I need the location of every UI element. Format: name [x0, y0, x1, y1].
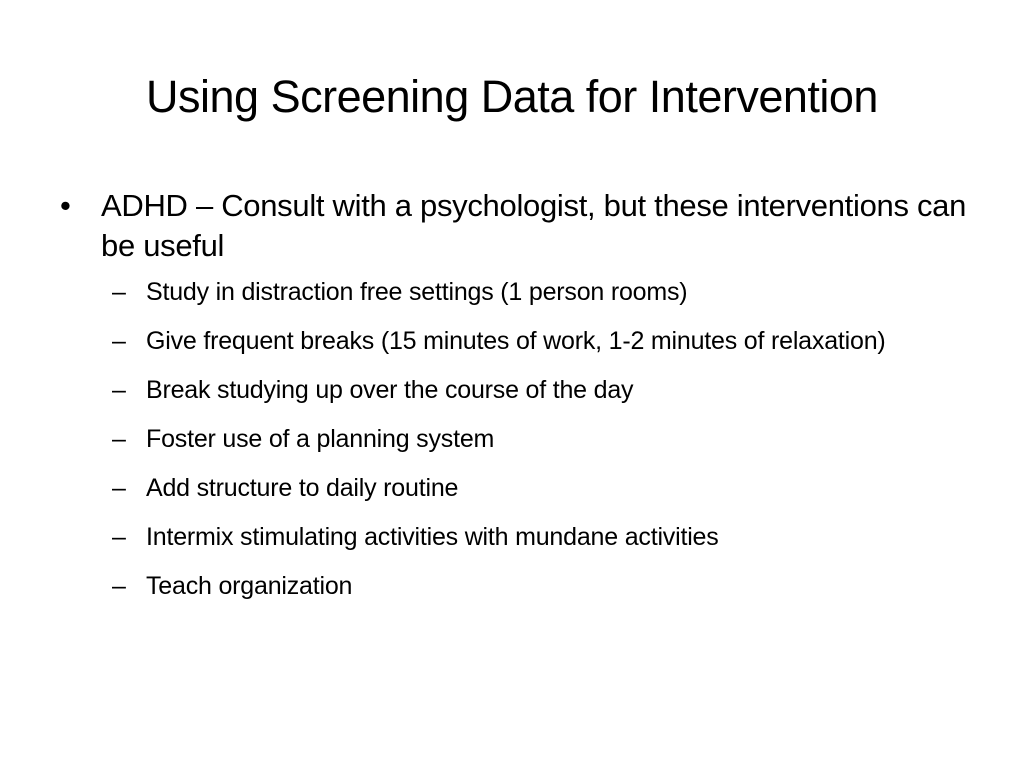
slide-body [60, 186, 980, 619]
sub-bullet [60, 521, 980, 554]
dash-icon: – [112, 327, 126, 355]
sub-bullet-text: Break studying up over the course of the day [146, 376, 634, 404]
sub-bullet [60, 276, 980, 309]
main-bullet-text: ADHD – Consult with a psychologist, but these interventions can be useful [101, 188, 967, 263]
bullet-dot-icon: • [60, 188, 71, 223]
dash-icon: – [112, 425, 126, 453]
dash-icon: – [112, 474, 126, 502]
main-bullet [60, 186, 980, 266]
sub-bullet [60, 423, 980, 456]
dash-icon: – [112, 523, 126, 551]
slide-title: Using Screening Data for Intervention [146, 71, 878, 122]
sub-bullet-text: Add structure to daily routine [146, 474, 459, 502]
dash-icon: – [112, 278, 126, 306]
dash-icon: – [112, 572, 126, 600]
sub-bullet-text: Teach organization [146, 572, 353, 600]
sub-bullet [60, 570, 980, 603]
sub-bullet [60, 374, 980, 407]
sub-bullet-text: Study in distraction free settings (1 person rooms) [146, 278, 688, 306]
sub-bullet-text: Intermix stimulating activities with mundane activities [146, 523, 719, 551]
dash-icon: – [112, 376, 126, 404]
sub-bullet [60, 325, 980, 358]
sub-bullet-text: Foster use of a planning system [146, 425, 495, 453]
sub-bullet-list [60, 276, 980, 603]
sub-bullet-text: Give frequent breaks (15 minutes of work, 1-2 minutes of relaxation) [146, 327, 886, 355]
sub-bullet [60, 472, 980, 505]
